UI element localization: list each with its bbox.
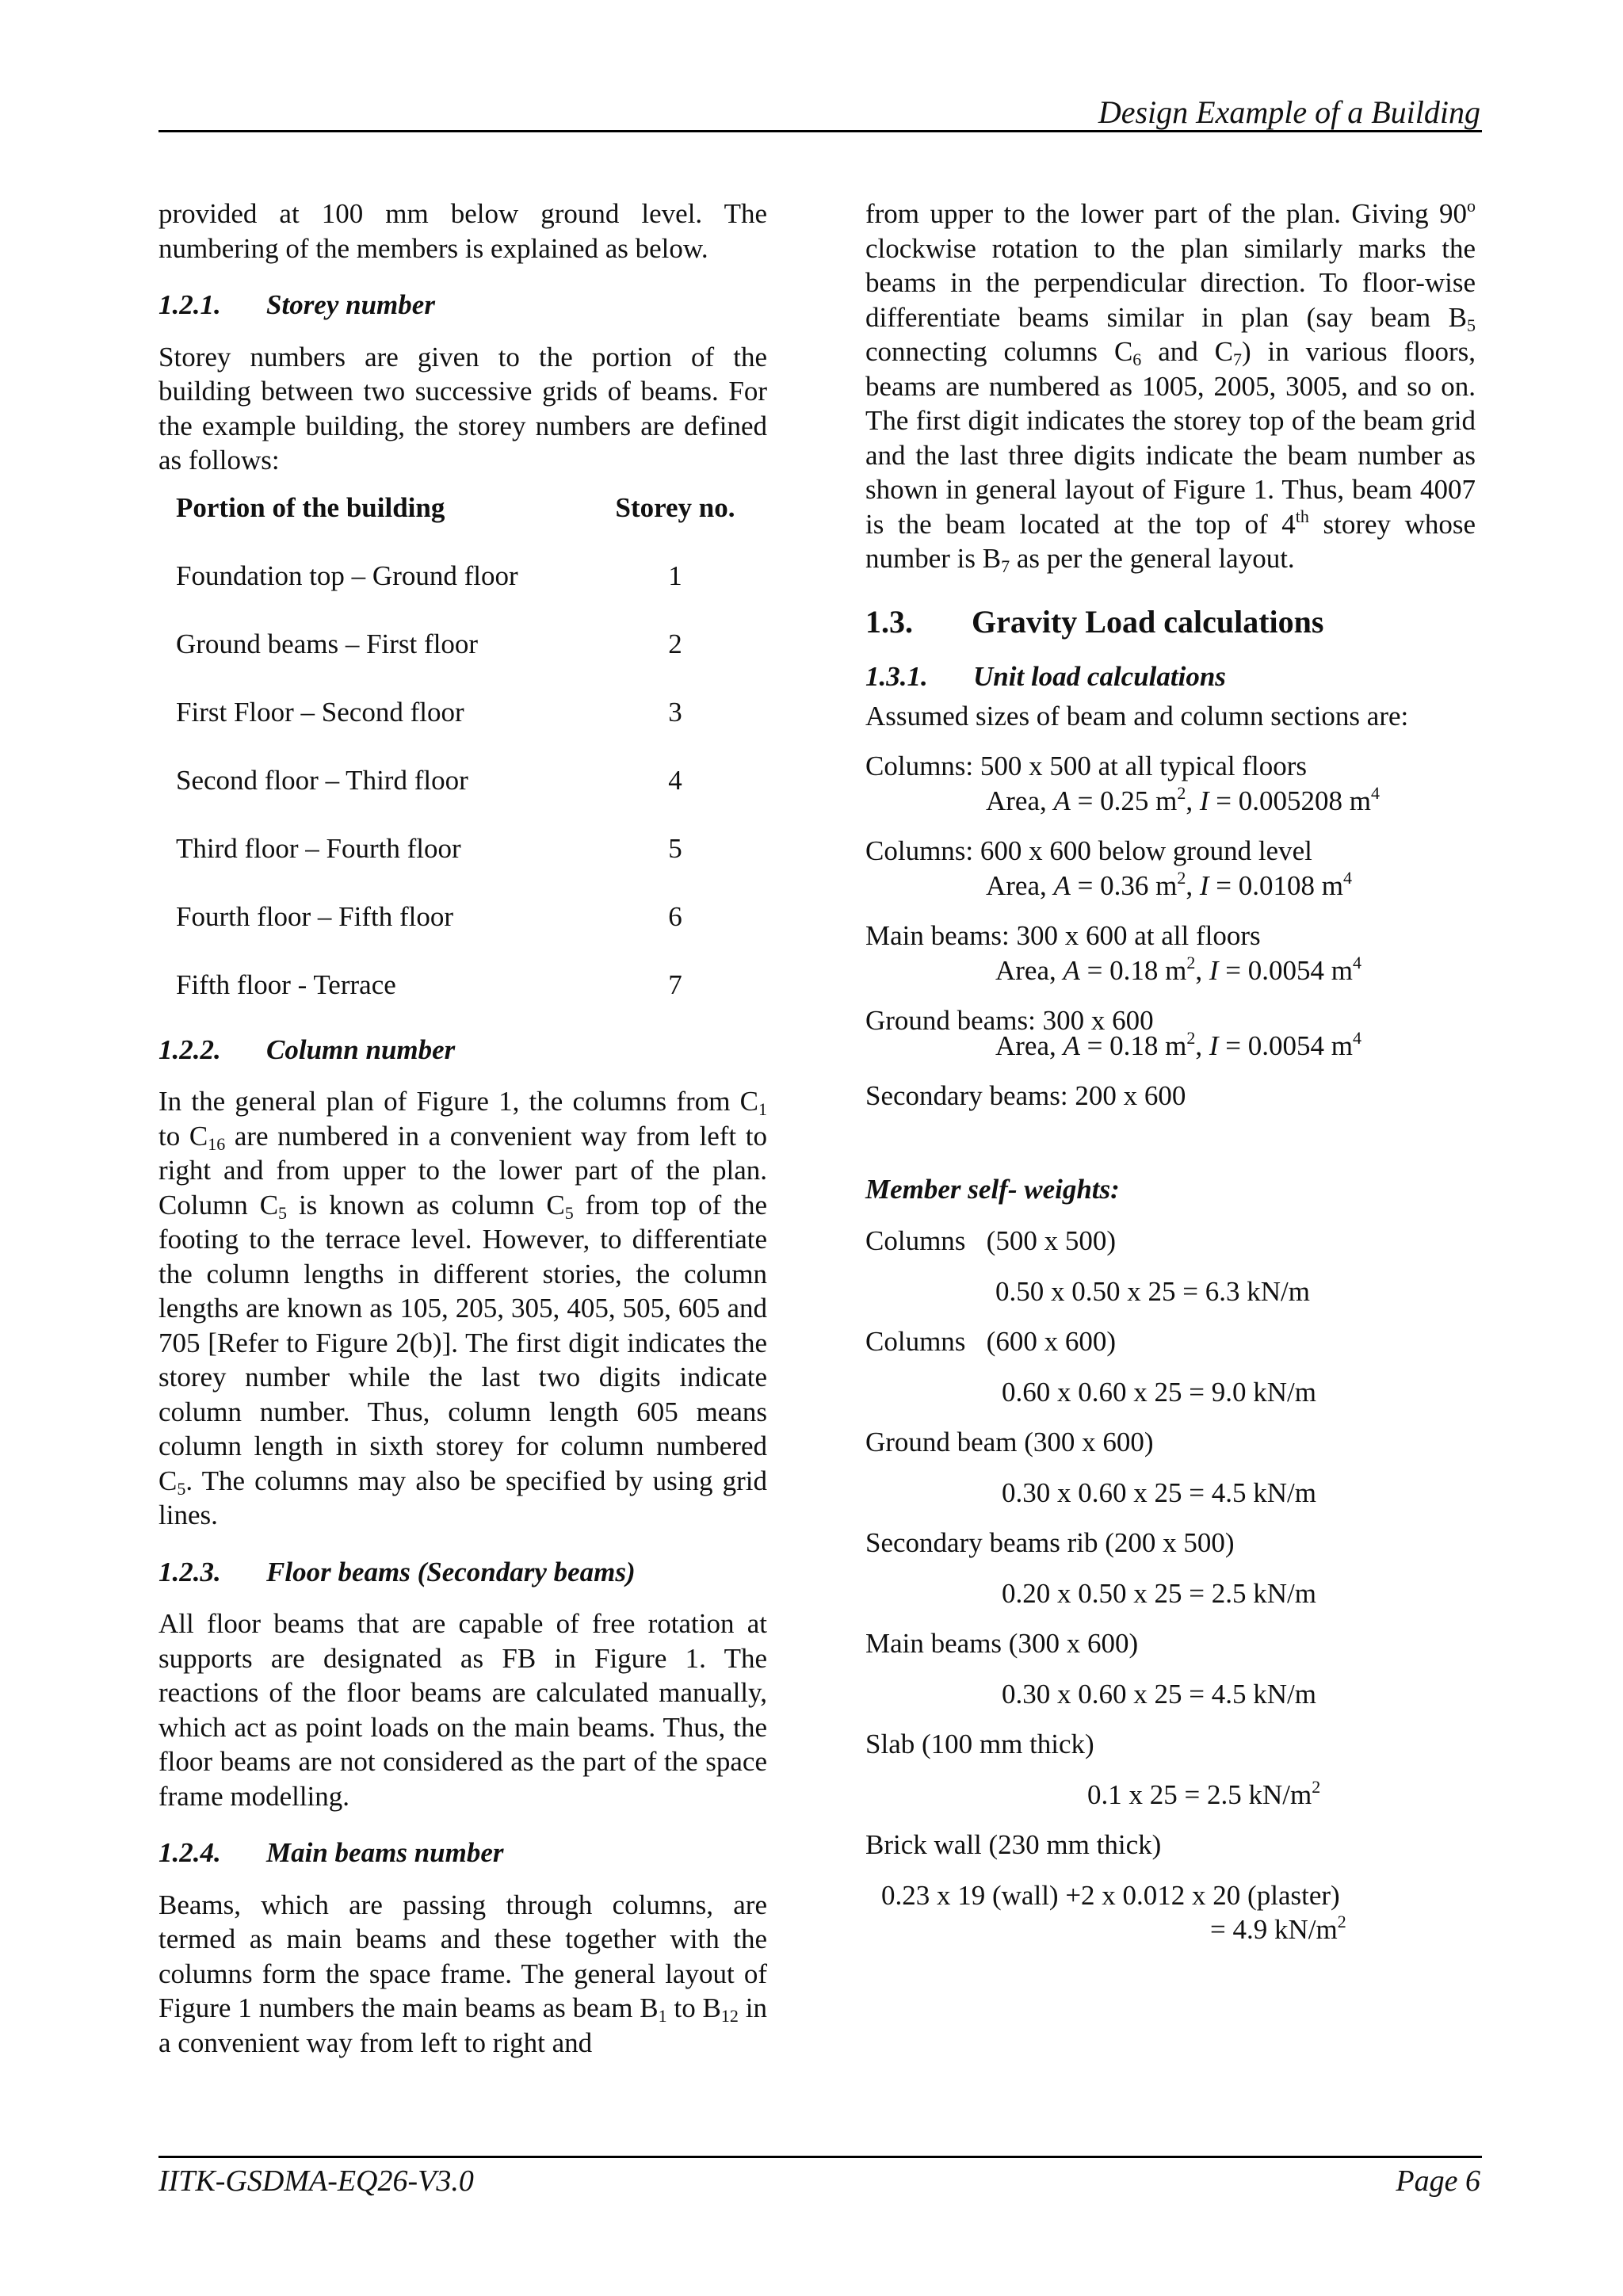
weight-label: Columns (600 x 600) — [865, 1326, 1116, 1357]
section-heading-1-2-3: 1.2.3. Floor beams (Secondary beams) — [158, 1556, 636, 1587]
storey-table — [176, 491, 767, 1023]
weight-label: Secondary beams rib (200 x 500) — [865, 1527, 1235, 1558]
brick-wall-label: Brick wall (230 mm thick) — [865, 1829, 1162, 1860]
weight-label: Columns (500 x 500) — [865, 1225, 1116, 1256]
table-row: Ground beams – First floor 2 — [176, 628, 682, 659]
section-heading-1-3: 1.3. Gravity Load calculations — [865, 603, 1324, 640]
right-column — [865, 197, 1476, 1963]
weight-label: Main beams (300 x 600) — [865, 1628, 1139, 1659]
section-area: Area, A = 0.18 $m^2$, I = 0.0054 $m^4$ — [995, 1027, 1361, 1061]
weight-calc: 0.30 x 0.60 x 25 = 4.5 kN/m — [1002, 1477, 1316, 1508]
section-heading-1-3-1: 1.3.1. Unit load calculations — [865, 661, 1226, 692]
table-header-row: Portion of the building Storey no. — [176, 491, 735, 523]
table-row: First Floor – Second floor 3 — [176, 696, 682, 728]
footer-document-id: IITK-GSDMA-EQ26-V3.0 — [158, 2164, 474, 2198]
table-row: Foundation top – Ground floor 1 — [176, 560, 682, 591]
brick-wall-calc: 0.23 x 19 (wall) +2 x 0.012 x 20 (plaster) — [881, 1879, 1340, 1911]
section-heading-1-2-4: 1.2.4. Main beams number — [158, 1837, 504, 1868]
section-label: Columns: 500 x 500 at all typical floors — [865, 751, 1308, 781]
beam-numbering-paragraph: from upper to the lower part of the plan. Giving 90$^o$ clockwise rotation to the plan similarly marks the beams in the perpendicular direction. To floor-wise differentiate beams similar in plan (say beam $B_5$ connecting columns $C_6$ and $C_7$) in various floors, beams are numbered as 1005, 2005, 3005, and so on. The first digit indicates the storey top of the beam grid and the last three digits indicate the beam number as shown in general layout of Figure 1. Thus, beam 4007 is the beam located at the top of 4th storey whose number is $B_7$ as per the general layout. — [865, 196, 1476, 576]
section-label: Ground beams: 300 x 600 — [865, 1005, 1154, 1036]
intro-paragraph: provided at 100 mm below ground level. The numbering of the members is explained as below. — [158, 198, 767, 264]
section-heading-1-2-2: 1.2.2. Column number — [158, 1033, 456, 1065]
section-area: Area, A = 0.18 $m^2$, I = 0.0054 $m^4$ — [995, 952, 1361, 986]
weight-calc: 0.20 x 0.50 x 25 = 2.5 kN/m — [1002, 1577, 1316, 1609]
table-row: Fourth floor – Fifth floor 6 — [176, 900, 682, 932]
section-label: Columns: 600 x 600 below ground level — [865, 835, 1312, 866]
slab-calc: 0.1 x 25 = 2.5 $kN/m^2$ — [1087, 1776, 1321, 1810]
footer-page-number: Page 6 — [1396, 2164, 1480, 2198]
column-number-paragraph: In the general plan of Figure 1, the columns from $C_1$ to $C_{16}$ are numbered in a convenient way from left to right and from upper to the lower part of the plan. Column $C_5$ is known as column $C_5$ from top of the footing to the terrace level. However, to differentiate the column lengths in different stories, the column lengths are known as 105, 205, 305, 405, 505, 605 and 705 [Refer to Figure 2(b)]. The first digit indicates the storey number while the last two digits indicate column number. Thus, column length 605 means column length in sixth storey for column numbered $C_5$. The columns may also be specified by using grid lines. — [158, 1086, 767, 1530]
header-rule — [158, 130, 1482, 132]
section-label: Main beams: 300 x 600 at all floors — [865, 920, 1261, 951]
section-area: Area, A = 0.36 $m^2$, I = 0.0108 $m^4$ — [986, 867, 1352, 901]
left-column — [158, 197, 767, 2060]
table-row: Third floor – Fourth floor 5 — [176, 832, 682, 864]
main-beams-paragraph: Beams, which are passing through columns, are termed as main beams and these together with the columns form the space frame. The general layout of Figure 1 numbers the main beams as beam $B_1$ to $B_{12}$ in a convenient way from left to right and — [158, 1889, 767, 2058]
secondary-beams-text: Secondary beams: 200 x 600 — [865, 1080, 1186, 1111]
weight-label: Ground beam (300 x 600) — [865, 1427, 1154, 1457]
brick-wall-result: = 4.9 $kN/m^2$ — [1210, 1912, 1346, 1945]
section-heading-1-2-1: 1.2.1. Storey number — [158, 289, 435, 320]
section-area: Area, A = 0.25 $m^2$, I = 0.005208 $m^4$ — [986, 782, 1380, 816]
weight-calc: 0.60 x 0.60 x 25 = 9.0 kN/m — [1002, 1376, 1316, 1408]
assumed-sizes-text: Assumed sizes of beam and column sections are: — [865, 700, 1409, 732]
weight-calc: 0.30 x 0.60 x 25 = 4.5 kN/m — [1002, 1678, 1316, 1710]
floor-beams-paragraph: All floor beams that are capable of free rotation at supports are designated as FB in Figure 1. The reactions of the floor beams are calculated manually, which act as point loads on the main beams. Thus, the floor beams are not considered as the part of the space frame modelling. — [158, 1608, 767, 1812]
footer-rule — [158, 2156, 1482, 2158]
weight-calc: 0.50 x 0.50 x 25 = 6.3 kN/m — [995, 1275, 1310, 1307]
table-row: Fifth floor - Terrace 7 — [176, 968, 682, 1000]
table-row: Second floor – Third floor 4 — [176, 764, 682, 796]
slab-label: Slab (100 mm thick) — [865, 1729, 1094, 1759]
self-weights-heading: Member self- weights: — [865, 1173, 1120, 1205]
storey-number-paragraph: Storey numbers are given to the portion of the building between two successive grids of beams. For the example building, the storey numbers are defined as follows: — [158, 341, 767, 476]
page-header-title: Design Example of a Building — [1098, 94, 1480, 130]
